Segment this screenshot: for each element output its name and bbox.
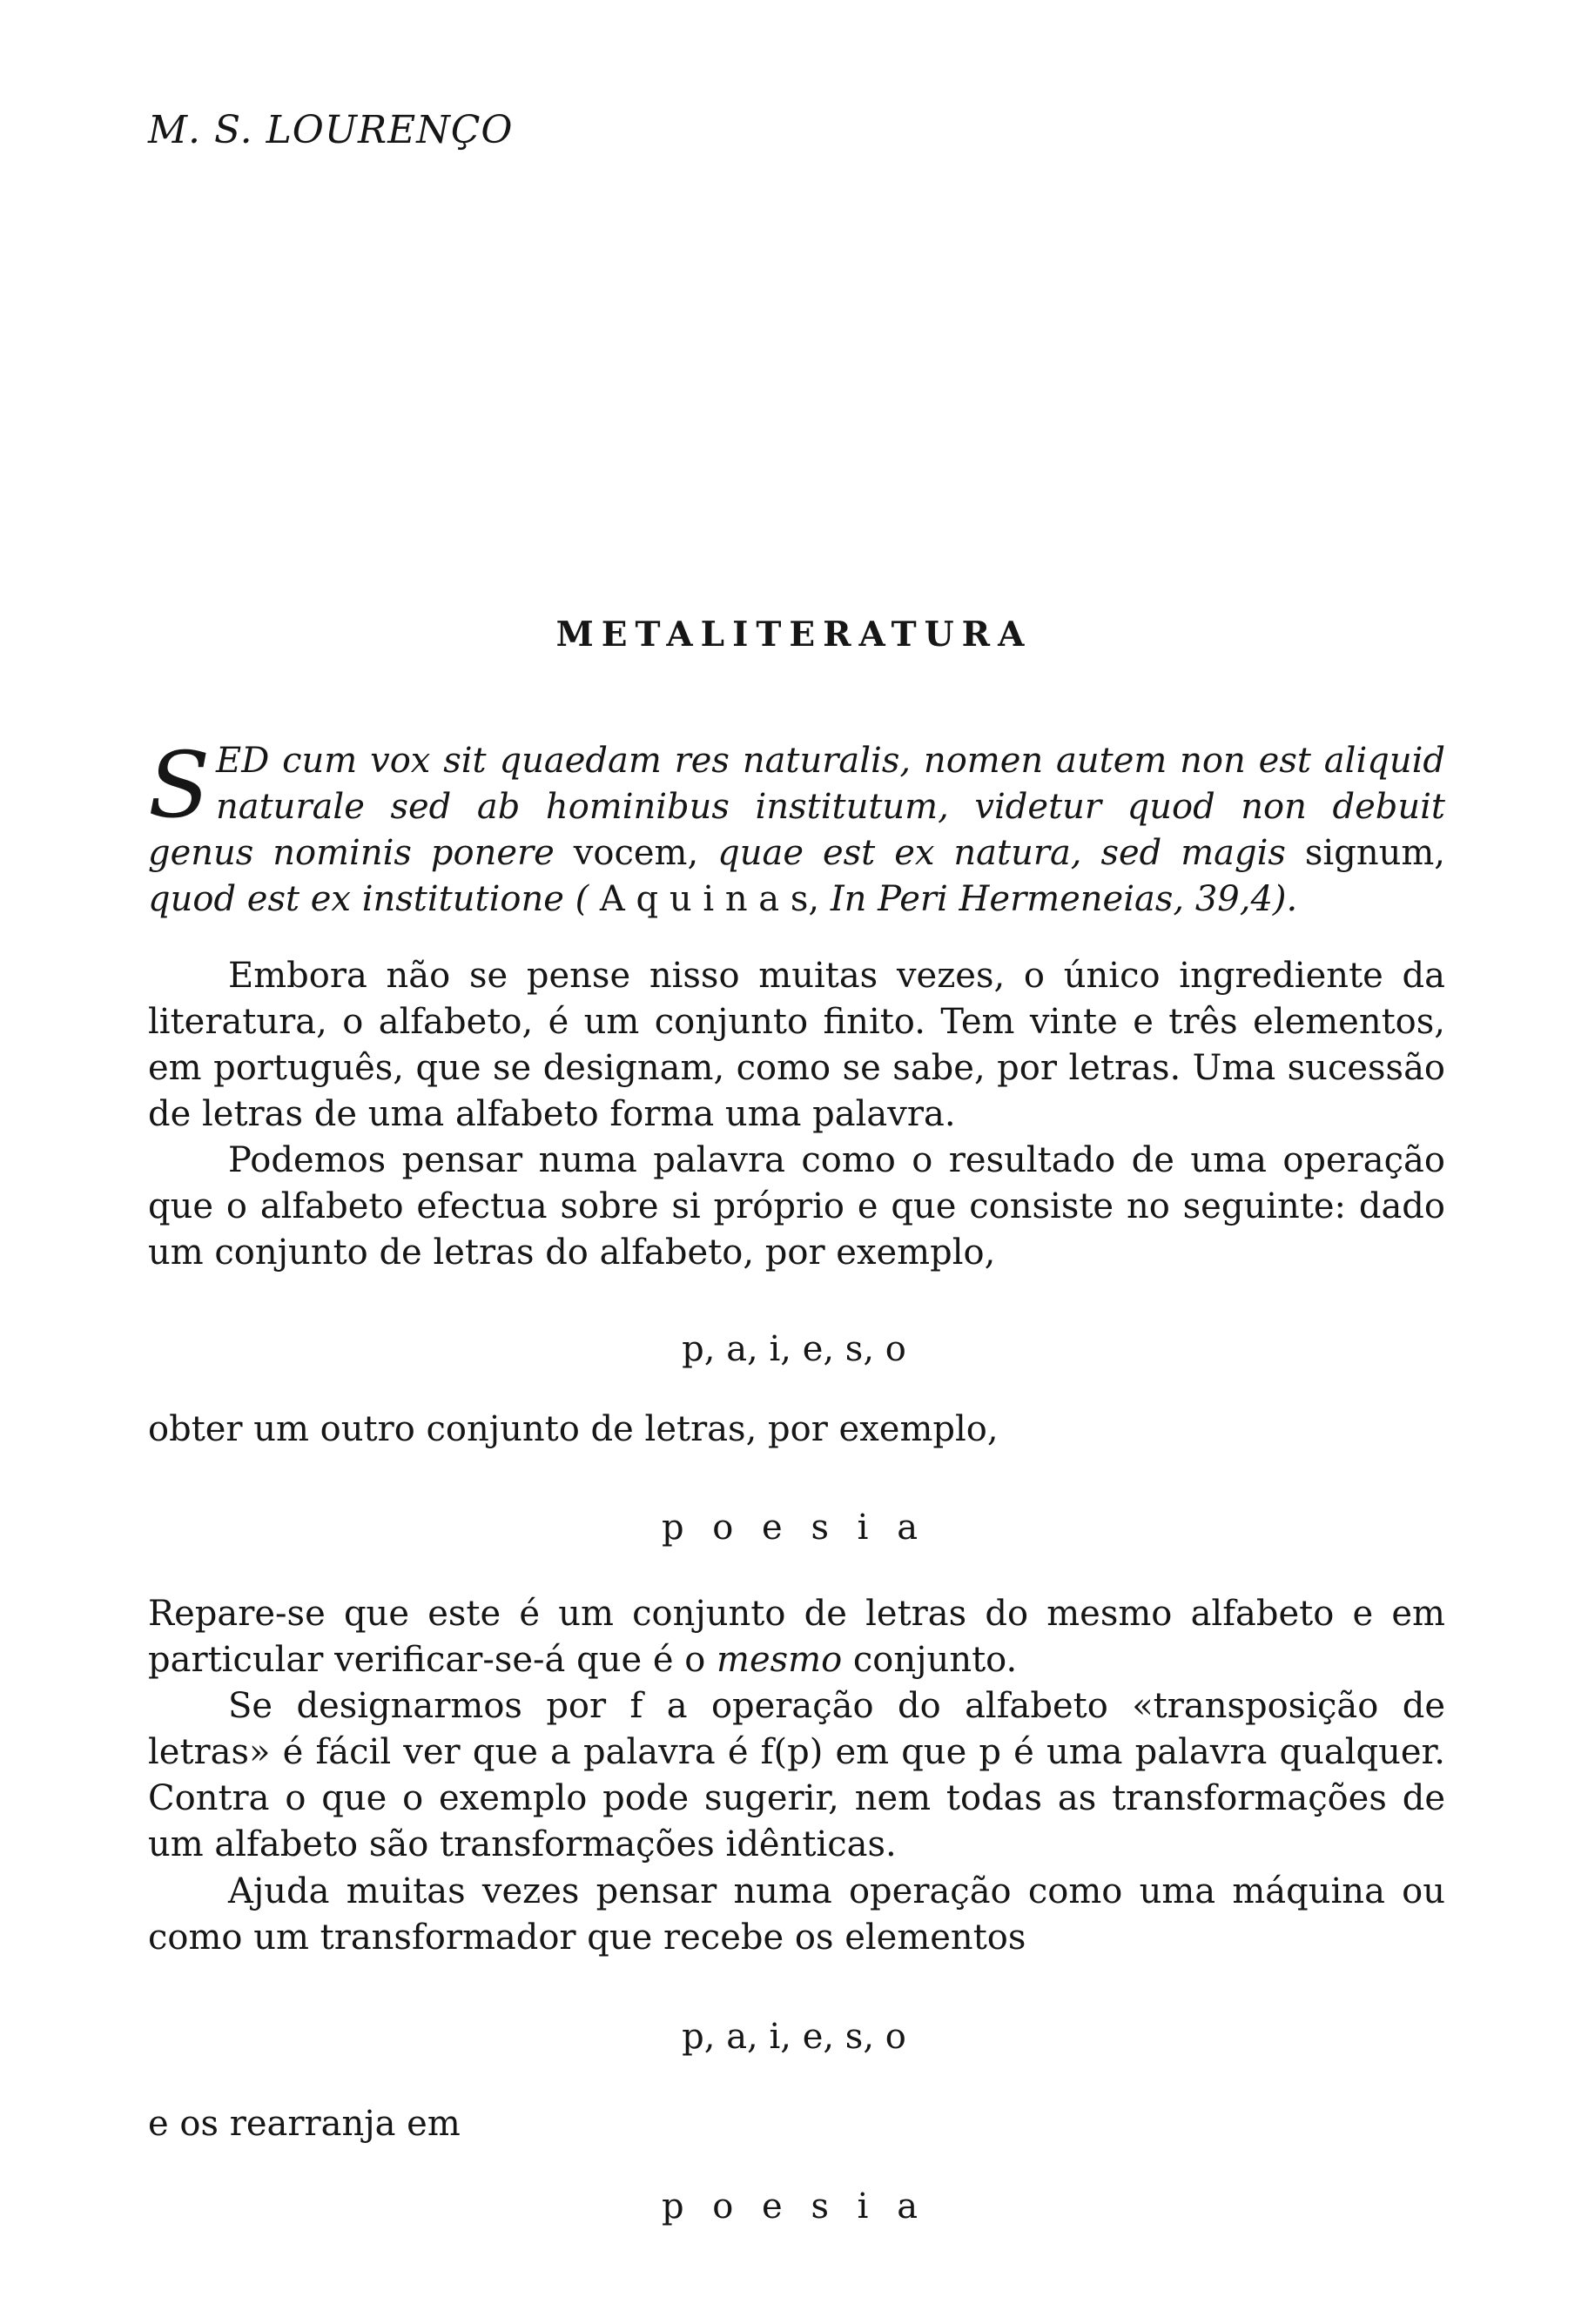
paragraph-line: literatura, o alfabeto, é um conjunto finito. Tem vinte e três elementos,	[148, 1002, 1445, 1042]
epigraph-line-citation	[148, 877, 1445, 923]
epigraph-fragment: vocem,	[554, 833, 718, 873]
paragraph-4	[148, 1591, 1445, 1683]
epigraph-line: naturale sed ab hominibus institutum, videtur quod non debuit	[216, 787, 1445, 827]
epigraph-first-lines	[148, 732, 1445, 838]
letters-example-1: p, a, i, e, s, o	[682, 1329, 906, 1369]
word-example-1: p o e s i a	[661, 1508, 927, 1548]
epigraph-line: ED cum vox sit quaedam res naturalis, nomen autem non est aliquid	[216, 741, 1445, 781]
paragraph-line: um conjunto de letras do alfabeto, por exemplo,	[148, 1233, 996, 1273]
word-example-2: p o e s i a	[661, 2186, 927, 2227]
paragraph-fragment: particular verificar-se-á que é o	[148, 1640, 717, 1680]
epigraph-fragment: signum,	[1285, 833, 1445, 873]
drop-cap: S	[148, 732, 211, 838]
paragraph-1	[148, 953, 1445, 1138]
paragraph-line: Ajuda muitas vezes pensar numa operação como uma máquina ou	[228, 1871, 1445, 1911]
paragraph-line: de letras de uma alfabeto forma uma palavra.	[148, 1094, 956, 1134]
paragraph-6	[148, 1869, 1445, 1961]
running-head-author: M. S. LOURENÇO	[148, 108, 514, 152]
paragraph-5	[148, 1683, 1445, 1868]
paragraph-line: como um transformador que recebe os elementos	[148, 1918, 1026, 1958]
paragraph-2	[148, 1138, 1445, 1276]
emphasis: mesmo	[717, 1640, 843, 1680]
article-title: METALITERATURA	[555, 615, 1033, 655]
citation-work: In Peri Hermeneias, 39,4).	[819, 879, 1298, 919]
epigraph-fragment: quod est ex institutione (	[148, 879, 589, 919]
paragraph-line: obter um outro conjunto de letras, por exemplo,	[148, 1409, 999, 1449]
paragraph-line: que o alfabeto efectua sobre si próprio e que consiste no seguinte: dado	[148, 1186, 1445, 1226]
paragraph-line: em português, que se designam, como se sabe, por letras. Uma sucessão	[148, 1048, 1445, 1088]
paragraph-fragment: conjunto.	[842, 1640, 1018, 1680]
paragraph-line: Repare-se que este é um conjunto de letras do mesmo alfabeto e em	[148, 1594, 1445, 1634]
paragraph-3	[148, 1407, 1445, 1453]
paragraph-line: Embora não se pense nisso muitas vezes, o único ingrediente da	[228, 956, 1445, 996]
paragraph-line: letras» é fácil ver que a palavra é f(p) em que p é uma palavra qualquer.	[148, 1732, 1445, 1772]
letters-example-2: p, a, i, e, s, o	[682, 2017, 906, 2057]
epigraph-fragment: genus nominis ponere	[148, 833, 555, 873]
epigraph-fragment: quae est ex natura, sed magis	[717, 833, 1286, 873]
paragraph-line: Se designarmos por f a operação do alfabeto «transposição de	[228, 1686, 1445, 1726]
epigraph-line	[148, 830, 1445, 877]
paragraph-line: Contra o que o exemplo pode sugerir, nem todas as transformações de	[148, 1778, 1445, 1818]
epigraph	[148, 732, 1445, 923]
paragraph-line	[148, 1637, 1445, 1683]
rearrange-label: e os rearranja em	[148, 2104, 461, 2144]
citation-author: A q u i n a s,	[589, 879, 820, 919]
paragraph-line: um alfabeto são transformações idênticas.	[148, 1824, 897, 1864]
paragraph-line: Podemos pensar numa palavra como o resultado de uma operação	[228, 1140, 1445, 1180]
